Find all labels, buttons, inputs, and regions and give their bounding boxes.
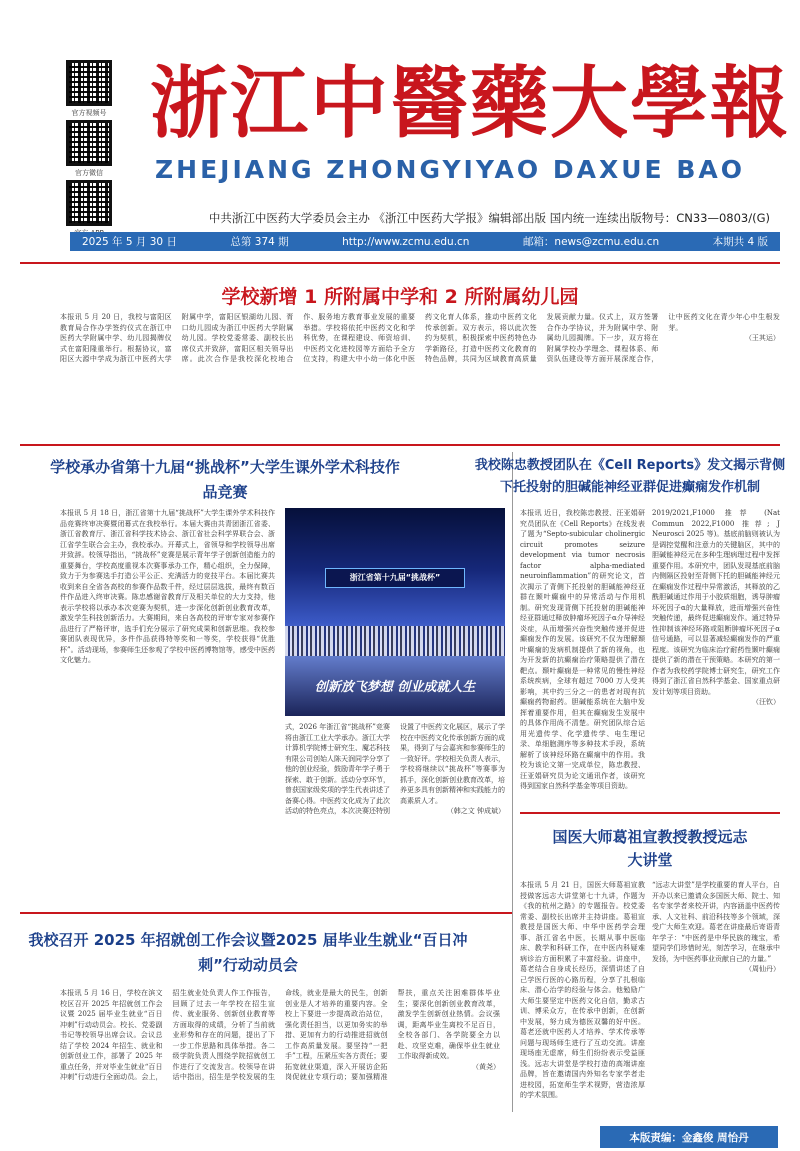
divider-top (20, 262, 780, 264)
article3-signature: （汪钦） (752, 698, 780, 706)
divider-bottom-right (520, 812, 780, 814)
issue-total: 总第 374 期 (230, 236, 289, 248)
article1-signature: （王其运） (744, 334, 780, 342)
article5-body-col2 (652, 880, 780, 1120)
article5-body: 本报讯 5 月 21 日，国医大师葛祖宣教授做客远志大讲堂第七十九讲，作题为《我的杭州之路》的专题报告。校党委常委、副校长出席并主持讲座。葛祖宣教授是国医大师、中华中医药学会理事、浙江省名中医，长期从事中医临床、教学和科研工作，在中医内科疑难病诊治方面积累了丰富经验。讲座中，葛老结合自身成长经历，深情讲述了自己学医行医的心路历程，分享了扎根临床、潜心治学的经验与体会。他勉励广大师生要坚定中医药文化自信，勤求古训、博采众方，在传承中创新，在创新中发展，努力成为德医双馨的好中医。葛老还就中医药人才培养、学术传承等问题与现场师生进行了互动交流。讲座现场座无虚席，师生们纷纷表示受益匪浅。远志大讲堂是学校打造的高端讲座品牌，旨在邀请国内外知名专家学者走进校园，拓宽师生学术视野，营造浓厚的学术氛围。 (520, 881, 645, 1099)
qr-code-video[interactable] (66, 60, 112, 106)
article1-title[interactable]: 学校新增 1 所附属中学和 2 所附属幼儿园 (221, 286, 579, 308)
qr-label-wechat: 官方微信 (75, 169, 103, 177)
issue-date: 2025 年 5 月 30 日 (82, 236, 177, 248)
qr-label-video: 官方视频号 (71, 109, 107, 117)
masthead-pinyin: ZHEJIANG ZHONGYIYAO DAXUE BAO (155, 155, 745, 184)
article1-body-text: 本报讯 5 月 20 日，我校与富阳区教育局合作办学签约仪式在浙江中医药大学附属中学、幼儿园揭牌仪式在富阳隆重举行。根据协议，富阳区大源中学成为浙江中医药大学附属中学，富阳区银湖幼儿园、胥口幼儿园成为浙江中医药大学附属幼儿园。学校党委常委、副校长出席仪式并致辞，富阳区相关领导出席。此次合作是我校深化校地合作、服务地方教育事业发展的重要举措。学校将依托中医药文化和学科优势，在课程建设、师资培训、中医药文化进校园等方面给予全方位支持，构建大中小幼一体化中医药文化育人体系，推动中医药文化传承创新。双方表示，将以此次签约为契机，积极探索中医药特色办学新路径，打造中医药文化教育的特色品牌，共同为区域教育高质量发展贡献力量。仪式上，双方签署合作办学协议，并为附属中学、附属幼儿园揭牌。下一步，双方将在附属学校办学理念、课程体系、师资队伍建设等方面开展深度合作，让中医药文化在青少年心中生根发芽。 (60, 313, 780, 363)
photo-caption: 创新放飞梦想 创业成就人生 (314, 680, 476, 695)
article5-signature: （周仙丹） (745, 965, 780, 973)
qr-code-wechat[interactable] (66, 120, 112, 166)
info-bar (70, 232, 780, 251)
article2-title[interactable]: 学校承办省第十九届“挑战杯”大学生课外学术科技作品竞赛 (50, 458, 400, 501)
article3-body: 本报讯 近日，我校陈忠教授、汪亚娟研究员团队在《Cell Reports》在线发表了题为“Septo-subicular cholinergic circuit promotes seizure development via tumor necrosis factor alpha-mediated neuroinflammation”的研究论文，首次揭示了背侧下托投射的胆碱能神经亚群在颞叶癫痫中的异常活动与作用机制。研究发现背侧下托投射的胆碱能神经亚群通过释放肿瘤坏死因子α介导神经炎症，从而增强兴奋性突触传递并促进癫痫发作的发展。该研究不仅为理解颞叶癫痫的发病机制提供了新的视角，也为开发新的抗癫痫治疗策略提供了潜在靶点。颞叶癫痫是一种常见的慢性神经系统疾病，全球有超过 7000 万人受其影响，其中约三分之一的患者对现有抗癫痫药物耐药。胆碱能系统在大脑中发挥着重要作用，但其在癫痫发生发展中的具体作用尚不清楚。研究团队综合运用光遗传学、化学遗传学、电生理记录、单细胞测序等多种技术手段，系统解析了该神经环路在癫痫中的作用。我校为该论文第一完成单位，陈忠教授、汪亚娟研究员为论文通讯作者，该研究得到国家自然科学基金等项目资助。 (520, 509, 645, 790)
article1-body (60, 312, 780, 432)
event-photo[interactable] (285, 508, 505, 716)
divider-bottom-left (20, 912, 512, 914)
website-link[interactable]: http://www.zcmu.edu.cn (342, 235, 470, 248)
photo-banner: 浙江省第十九届“挑战杯” (325, 568, 465, 588)
article3-title[interactable]: 我校陈忠教授团队在《Cell Reports》发文揭示背侧下托投射的胆碱能神经亚群促进癫痫发作机制 (474, 458, 786, 495)
article5-title[interactable]: 国医大师葛祖宣教授教授远志大讲堂 (552, 828, 748, 869)
column-divider (512, 452, 513, 1112)
article2-body-col2 (285, 722, 505, 902)
article3-body-col2 (652, 508, 780, 798)
article3-body2-text: 2019/2021,F1000 推荐 (Nat Commun 2022,F1000 推荐; J Neurosci 2025 等)。基底前脑则被认为是调控觉醒和注意力的关键脑区，其中的胆碱能神经元在多种生理病理过程中发挥重要作用。本研究中，团队发现基底前脑内侧隔区投射至背侧下托的胆碱能神经元在癫痫发作过程中异常激活，其释放的乙酰胆碱通过作用于小胶质细胞，诱导肿瘤坏死因子α的大量释放，进而增强兴奋性突触传递，最终促进癫痫发作。通过特异性抑制该神经环路或阻断肿瘤坏死因子α信号通路，可以显著减轻癫痫发作的严重程度。该研究为临床治疗耐药性颞叶癫痫提供了新的潜在干预策略。本研究的第一作者为我校药学院博士研究生，研究工作得到了浙江省自然科学基金、国家重点研发计划等项目资助。 (652, 509, 780, 696)
email-link[interactable]: 邮箱：news@zcmu.edu.cn (522, 236, 660, 248)
article4-title[interactable]: 我校召开 2025 年招就创工作会议暨2025 届毕业生就业“百日冲刺”行动动员会 (28, 931, 468, 974)
page-count: 本期共 4 版 (712, 236, 768, 248)
photo-crowd (285, 626, 505, 656)
article4-signature: （黄尧） (472, 1062, 500, 1071)
article2-body2-text: 式，2026 年浙江省“挑战杯”竞赛将由浙江工业大学承办。浙江大学计算机学院博士研究生、魔芯科技有限公司创始人陈天润同学分享了他的创业经验，鼓励青年学子勇于探索、敢于创新。活动分享环节，曾获国家级奖项的学生代表讲述了备赛心得。中医药文化成为了此次活动的特色亮点，本次决赛还特别设置了中医药文化展区，展示了学校在中医药文化传承创新方面的成果，得到了与会嘉宾和参赛师生的一致好评。学校相关负责人表示，学校将继续以“挑战杯”等赛事为抓手，深化创新创业教育改革，培养更多具有创新精神和实践能力的高素质人才。 (285, 723, 505, 815)
article5-body2-text: “远志大讲堂”是学校重要的育人平台，自开办以来已邀请众多国医大师、院士、知名专家学者来校开讲，内容涵盖中医药传承、人文社科、前沿科技等多个领域，深受广大师生欢迎。葛老在讲座最后寄语青年学子：“中医药是中华民族的瑰宝，希望同学们珍惜时光，刻苦学习，在继承中发扬，为中医药事业贡献自己的力量。” (652, 881, 780, 963)
qr-code-app[interactable] (66, 180, 112, 226)
article2-signature: （韩之文 钟成斌） (446, 807, 505, 815)
masthead-title: 浙江中醫藥大學報 (150, 58, 791, 149)
sponsor-line: 中共浙江中医药大学委员会主办 《浙江中医药大学报》编辑部出版 国内统一连续出版物号：CN33—0803/(G) (208, 211, 770, 225)
article4-body (60, 988, 500, 1143)
page-editor-credit: 本版责编：金鑫俊 周怡丹 (600, 1126, 778, 1148)
divider-mid (20, 444, 780, 446)
article2-body: 本报讯 5 月 18 日，浙江省第十九届“挑战杯”大学生课外学术科技作品竞赛终审决赛暨闭幕式在我校举行。本届大赛由共青团浙江省委、浙江省教育厅、浙江省科学技术协会、浙江省社会科学界联合会、浙江省学生联合会主办，我校承办。开幕式上，省领导和学校领导出席并致辞。校领导指出，“挑战杯”竞赛是展示青年学子创新创造能力的重要舞台，学校高度重视本次赛事承办工作，精心组织，全力保障，致力于为参赛选手打造公平公正、充满活力的竞技平台。本届比赛共收到来自全省各高校的参赛作品数千件，经过层层选拔，最终有数百件作品进入终审决赛。陈忠感谢省教育厅及相关单位的大力支持，他表示学校将以承办本次竞赛为契机，进一步深化创新创业教育改革，激发学生科技创新活力。大赛期间，来自各高校的评审专家对参赛作品进行了严格评审，选手们充分展示了研究成果和创新思维。我校参赛团队表现优异，多件作品获得特等奖和一等奖，学校获得“优胜杯”。活动现场，参赛师生还参观了学校中医药博物馆等，感受中医药文化魅力。 (60, 509, 275, 664)
article4-body-text: 本报讯 5 月 16 日，学校在滨文校区召开 2025 年招就创工作会议暨 2025 届毕业生就业“百日冲刺”行动动员会。校长、党委副书记等校领导出席会议。会议总结了学校 2024 年招生、就业和创新创业工作，部署了 2025 年重点任务，并对毕业生就业“百日冲刺”行动进行全面动员。会上，招生就业处负责人作工作报告，回顾了过去一年学校在招生宣传、就业服务、创新创业教育等方面取得的成绩，分析了当前就业形势和存在的问题，提出了下一步工作思路和具体举措。各二级学院负责人围绕学院招就创工作进行了交流发言。校领导在讲话中指出，招生是学校发展的生命线，就业是最大的民生，创新创业是人才培养的重要内容。全校上下要进一步提高政治站位，强化责任担当，以更加务实的举措、更加有力的行动推进招就创工作高质量发展。要坚持“一把手”工程，压紧压实各方责任；要拓宽就业渠道，深入开展访企拓岗促就业专项行动；要加强精准帮扶，重点关注困难群体毕业生；要深化创新创业教育改革，激发学生创新创业热情。会议强调，距离毕业生离校不足百日，全校各部门、各学院要全力以赴、攻坚克难，确保毕业生就业工作取得新成效。 (60, 989, 500, 1081)
